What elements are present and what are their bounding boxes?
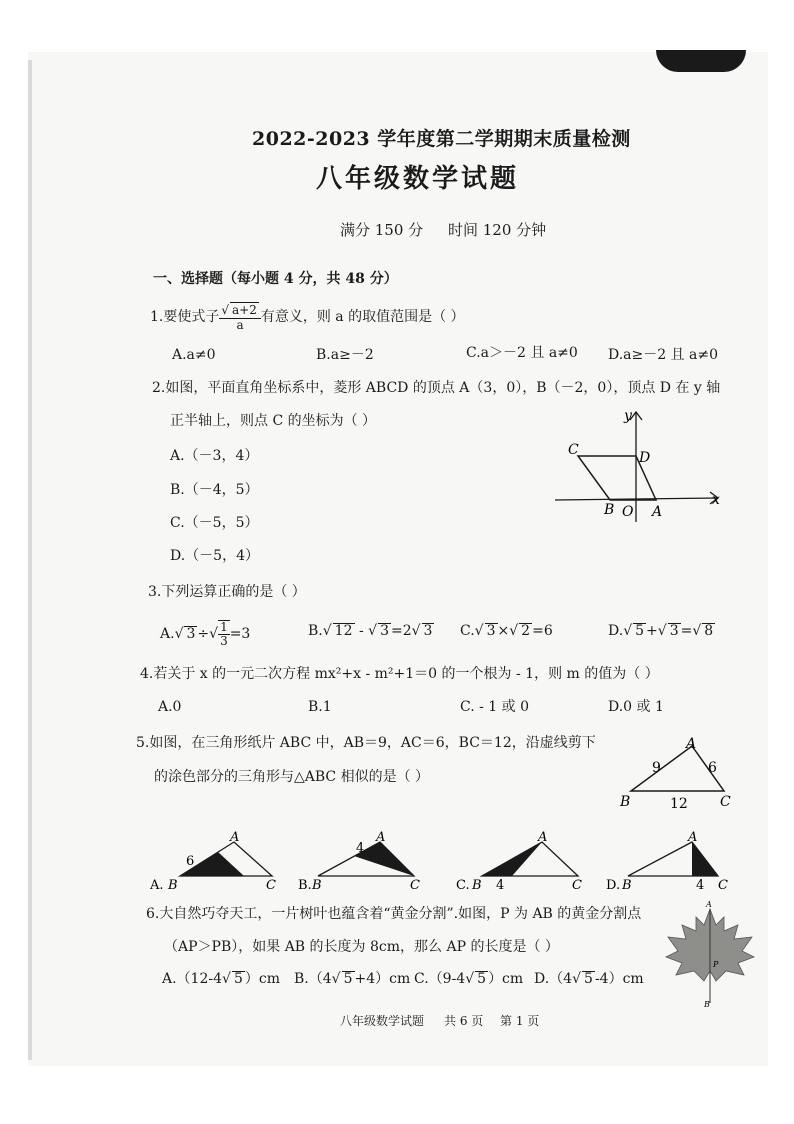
q2-label-a: A — [652, 504, 663, 520]
q2-label-y: y — [624, 408, 632, 424]
q5-b-label-c: C — [410, 878, 420, 893]
q5-option-c-figure — [456, 828, 590, 894]
q1-stem-a: 1.要使式子 — [150, 309, 220, 325]
q6-d-suffix: -4）cm — [594, 971, 644, 987]
q6-a-radicand: 5 — [233, 971, 243, 987]
q5-ref-label-c: C — [720, 794, 731, 810]
q3-b-radicand-3: 3 — [423, 623, 433, 639]
q3-c-op: × — [497, 623, 510, 639]
q5-ref-len-bc: 12 — [670, 796, 688, 812]
q2-label-d: D — [639, 450, 651, 466]
q3-a-result: =3 — [229, 626, 251, 642]
q3-option-a: A.√ 3 ÷√ $\frac{1}{3}$ =3 — [160, 620, 251, 648]
q2-option-d: D.（－5，4） — [170, 548, 259, 564]
q4-option-d: D.0 或 1 — [608, 699, 664, 715]
corner-stamp — [656, 50, 746, 72]
q4-option-a: A.0 — [158, 699, 182, 715]
q1-radicand: a+2 — [232, 303, 257, 317]
footer-title: 八年级数学试题 — [340, 1014, 425, 1028]
q3-a-op: ÷ — [197, 626, 210, 642]
q3-d-result: = — [680, 623, 693, 639]
q1-denominator: a — [236, 318, 244, 332]
q2-label-x: x — [712, 492, 720, 508]
q5-d-letter: D. — [606, 878, 621, 893]
q5-option-d-figure — [606, 828, 740, 894]
q6-b-suffix: +4）cm — [354, 971, 411, 987]
q6-d-prefix: D.（4 — [534, 971, 573, 987]
question-1-stem — [150, 302, 465, 342]
q5-d-label-b: B — [622, 878, 632, 893]
q4-option-b: B.1 — [308, 699, 332, 715]
q6-line-1: 6.大自然巧夺天工，一片树叶也蕴含着“黄金分割”.如图，P 为 AB 的黄金分割点 — [146, 906, 642, 922]
q3-a-prefix: A. — [160, 626, 175, 642]
q5-b-label-b: B — [312, 878, 322, 893]
q3-b-radicand-2: 3 — [380, 623, 389, 639]
q5-line-1: 5.如图，在三角形纸片 ABC 中，AB＝9，AC＝6，BC＝12，沿虚线剪下 — [136, 735, 596, 751]
q1-option-d: D.a≥－2 且 a≠0 — [608, 347, 719, 363]
q2-line-2: 正半轴上，则点 C 的坐标为（ ） — [170, 413, 377, 429]
q2-option-a: A.（－3，4） — [170, 448, 259, 464]
exam-title: 2022-2023 学年度第二学期期末质量检测 — [252, 128, 631, 150]
q3-d-op: + — [646, 623, 658, 639]
q5-option-b-figure — [298, 828, 432, 894]
q3-a-num: 1 — [220, 620, 228, 634]
q5-a-label-a: A — [230, 830, 240, 845]
q1-stem-b: 有意义，则 a 的取值范围是（ ） — [260, 309, 465, 325]
q6-c-radicand: 5 — [477, 971, 487, 987]
q5-d-len: 4 — [696, 878, 705, 893]
q6-option-c: C.（9-4√ 5 ）cm — [414, 971, 524, 987]
q2-option-c: C.（－5，5） — [170, 515, 259, 531]
q5-b-len: 4 — [356, 841, 365, 856]
q2-line-1: 2.如图，平面直角坐标系中，菱形 ABCD 的顶点 A（3，0），B（－2，0），顶点 D 在 y 轴 — [152, 380, 721, 396]
leaf-label-b: B — [704, 1000, 710, 1009]
q5-d-label-a: A — [688, 830, 698, 845]
q5-a-label-b: B — [168, 878, 178, 893]
q5-reference-triangle — [616, 736, 744, 812]
q5-b-letter: B. — [298, 878, 312, 893]
q1-option-c: C.a＞－2 且 a≠0 — [466, 345, 578, 361]
q6-c-suffix: ）cm — [488, 971, 524, 987]
maple-leaf-icon — [664, 895, 764, 1015]
q4-option-c: C. - 1 或 0 — [460, 699, 530, 715]
subject-title: 八年级数学试题 — [316, 164, 520, 194]
q5-a-len: 6 — [186, 854, 195, 869]
q3-d-prefix: D. — [608, 623, 624, 639]
q4-stem: 4.若关于 x 的一元二次方程 mx²+x - m²+1＝0 的一个根为 - 1，则 m 的值为（ ） — [140, 666, 659, 682]
q2-label-c: C — [568, 442, 579, 458]
q3-d-radicand-3: 8 — [704, 623, 714, 639]
q3-c-radicand-1: 3 — [486, 623, 496, 639]
q3-a-radicand: 3 — [186, 626, 196, 642]
leaf-label-a: A — [706, 900, 712, 909]
q6-b-prefix: B.（4 — [294, 971, 332, 987]
q6-line-2: （AP＞PB），如果 AB 的长度为 8cm，那么 AP 的长度是（ ） — [164, 939, 559, 955]
q5-c-label-a: A — [538, 830, 548, 845]
q6-option-d: D.（4√ 5 -4）cm — [534, 971, 644, 987]
q3-a-fraction — [218, 620, 230, 648]
q5-d-label-c: C — [718, 878, 728, 893]
q6-a-suffix: ）cm — [244, 971, 280, 987]
q5-ref-label-b: B — [620, 794, 631, 810]
q2-rhombus-figure — [550, 400, 730, 525]
time-info: 时间 120 分钟 — [448, 221, 547, 239]
q3-stem: 3.下列运算正确的是（ ） — [148, 584, 306, 600]
q6-c-prefix: C.（9-4 — [414, 971, 466, 987]
q3-c-result: =6 — [532, 623, 553, 639]
q3-d-radicand-1: 5 — [635, 623, 645, 639]
footer-total-pages: 共 6 页 — [444, 1014, 484, 1028]
q5-c-label-c: C — [572, 878, 582, 893]
q2-label-o: O — [622, 504, 634, 520]
section-heading: 一、选择题（每小题 4 分，共 48 分） — [153, 271, 398, 287]
q1-option-b: B.a≥－2 — [316, 347, 374, 363]
q3-b-radicand-1: 12 — [334, 623, 353, 639]
q1-option-a: A.a≠0 — [172, 347, 216, 363]
q5-a-label-c: C — [266, 878, 276, 893]
q6-option-b: B.（4√ 5 +4）cm — [294, 971, 411, 987]
q5-c-len: 4 — [496, 878, 505, 893]
leaf-label-p: P — [713, 960, 719, 969]
footer-page-number: 第 1 页 — [500, 1014, 540, 1028]
q3-option-c: C.√ 3 ×√ 2 =6 — [460, 623, 553, 639]
q5-ref-len-ac: 6 — [708, 760, 717, 776]
q3-d-radicand-2: 3 — [669, 623, 679, 639]
q3-b-prefix: B. — [308, 623, 323, 639]
q2-label-b: B — [604, 502, 615, 518]
q5-ref-label-a: A — [686, 736, 697, 752]
score-info: 满分 150 分 — [340, 221, 424, 239]
q6-d-radicand: 5 — [584, 971, 593, 987]
q3-c-radicand-2: 2 — [521, 623, 531, 639]
q6-b-radicand: 5 — [343, 971, 353, 987]
q3-option-b: B.√ 12 - √ 3 =2√ 3 — [308, 623, 433, 639]
q5-ref-len-ab: 9 — [652, 760, 661, 776]
q6-option-a: A.（12-4√ 5 ）cm — [162, 971, 280, 987]
q3-option-d: D.√ 5 +√ 3 =√ 8 — [608, 623, 714, 639]
scan-edge-shadow — [28, 60, 32, 1060]
q5-option-a-figure — [150, 828, 284, 894]
q1-fraction: $\frac{√ a+2}{a}$ — [219, 302, 261, 332]
q5-c-label-b: B — [472, 878, 482, 893]
q5-line-2: 的涂色部分的三角形与△ABC 相似的是（ ） — [154, 769, 430, 785]
q3-b-result: =2 — [390, 623, 412, 639]
q2-option-b: B.（－4，5） — [170, 482, 259, 498]
q5-c-letter: C. — [456, 878, 470, 893]
q3-a-den: 3 — [220, 634, 228, 648]
q6-a-prefix: A.（12-4 — [162, 971, 223, 987]
q3-b-op: - — [354, 623, 369, 639]
q5-a-letter: A. — [150, 878, 164, 893]
q5-b-label-a: A — [376, 830, 386, 845]
q3-c-prefix: C. — [460, 623, 475, 639]
